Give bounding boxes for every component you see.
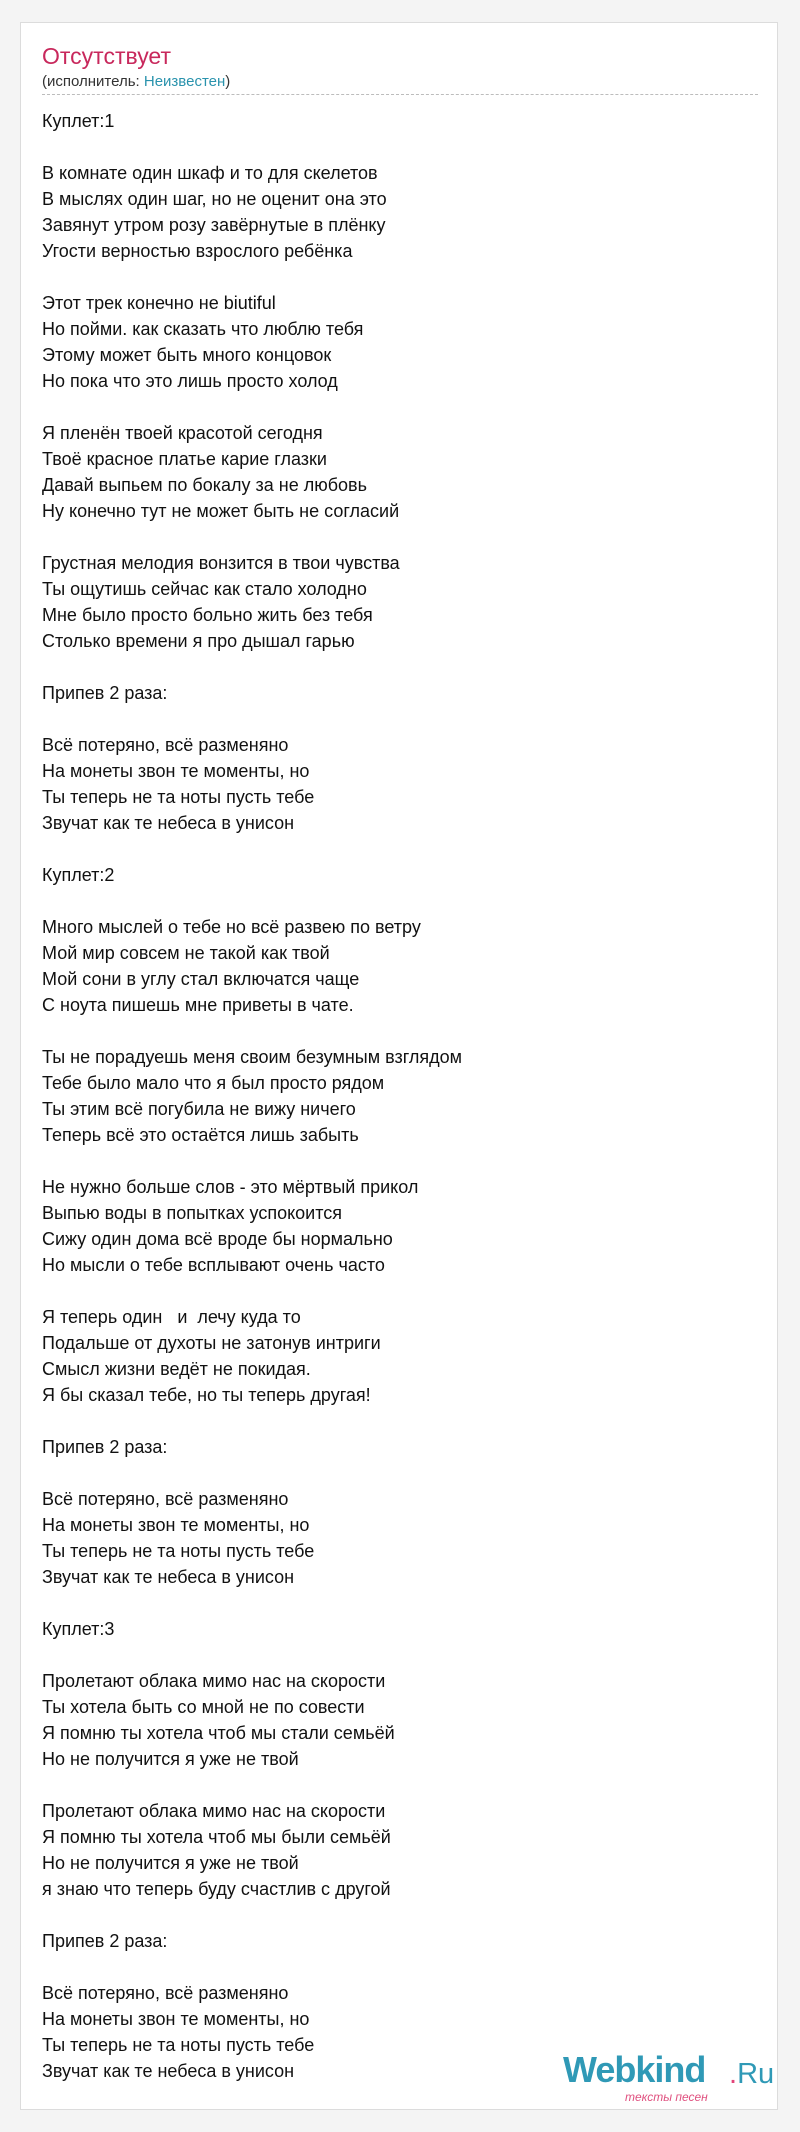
logo-dot: . [729, 2058, 738, 2090]
lyric-line: На монеты звон те моменты, но [42, 1515, 310, 1535]
lyric-line: В комнате один шкаф и то для скелетов [42, 163, 378, 183]
lyrics-card [20, 22, 778, 2110]
lyric-line: Куплет:3 [42, 1619, 115, 1639]
lyric-line: Звучат как те небеса в унисон [42, 1567, 295, 1587]
blank-line [42, 394, 742, 420]
song-title: Отсутствует [42, 43, 171, 69]
blank-line [42, 888, 742, 914]
lyric-line: Но пойми. как сказать что люблю тебя [42, 319, 364, 339]
blank-line [42, 1954, 742, 1980]
lyric-line: Но не получится я уже не твой [42, 1749, 299, 1769]
lyric-line: Давай выпьем по бокалу за не любовь [42, 475, 367, 495]
lyric-line: Но пока что это лишь просто холод [42, 371, 338, 391]
lyric-line: Угости верностью взрослого ребёнка [42, 241, 353, 261]
lyric-line: Пролетают облака мимо нас на скорости [42, 1801, 386, 1821]
lyric-line: Припев 2 раза: [42, 1931, 168, 1951]
artist-suffix: ) [225, 73, 231, 90]
dashed-divider [42, 94, 758, 95]
lyric-line: Ты теперь не та ноты пусть тебе [42, 2035, 315, 2055]
lyric-line: Завянут утром розу завёрнутые в плёнку [42, 215, 386, 235]
lyric-line: Ну конечно тут не может быть не согласий [42, 501, 400, 521]
blank-line [42, 264, 742, 290]
lyric-line: На монеты звон те моменты, но [42, 2009, 310, 2029]
lyric-line: Ты не порадуешь меня своим безумным взглядом [42, 1047, 463, 1067]
lyric-line: Ты этим всё погубила не вижу ничего [42, 1099, 356, 1119]
lyric-line: Я теперь один и лечу куда то [42, 1307, 301, 1327]
lyric-line: Куплет:1 [42, 111, 115, 131]
blank-line [42, 1902, 742, 1928]
blank-line [42, 134, 742, 160]
lyric-line: Припев 2 раза: [42, 1437, 168, 1457]
blank-line [42, 1148, 742, 1174]
artist-line [42, 73, 230, 91]
logo-word: Webkind [563, 2049, 706, 2090]
lyrics-text [42, 108, 742, 2084]
lyric-line: Припев 2 раза: [42, 683, 168, 703]
lyric-line: Куплет:2 [42, 865, 115, 885]
lyric-line: В мыслях один шаг, но не оценит она это [42, 189, 387, 209]
blank-line [42, 1772, 742, 1798]
lyric-line: Но мысли о тебе всплывают очень часто [42, 1255, 385, 1275]
lyric-line: Но не получится я уже не твой [42, 1853, 299, 1873]
lyric-line: Выпью воды в попытках успокоится [42, 1203, 343, 1223]
logo-tagline: тексты песен [625, 2090, 708, 2104]
blank-line [42, 1460, 742, 1486]
lyric-line: Я бы сказал тебе, но ты теперь другая! [42, 1385, 371, 1405]
lyric-line: Пролетают облака мимо нас на скорости [42, 1671, 386, 1691]
logo-domain [729, 2058, 774, 2090]
lyric-line: Этому может быть много концовок [42, 345, 332, 365]
lyric-line: Звучат как те небеса в унисон [42, 2061, 295, 2081]
blank-line [42, 524, 742, 550]
lyric-line: Мой сони в углу стал включатся чаще [42, 969, 360, 989]
lyric-line: Твоё красное платье карие глазки [42, 449, 327, 469]
lyric-line: Смысл жизни ведёт не покидая. [42, 1359, 311, 1379]
lyric-line: Не нужно больше слов - это мёртвый прикол [42, 1177, 419, 1197]
lyric-line: Ты теперь не та ноты пусть тебе [42, 787, 315, 807]
blank-line [42, 654, 742, 680]
artist-prefix: (исполнитель: [42, 73, 144, 90]
webkind-logo[interactable] [563, 2049, 775, 2104]
blank-line [42, 1278, 742, 1304]
lyric-line: Грустная мелодия вонзится в твои чувства [42, 553, 400, 573]
blank-line [42, 1642, 742, 1668]
blank-line [42, 836, 742, 862]
lyric-line: я знаю что теперь буду счастлив с другой [42, 1879, 391, 1899]
blank-line [42, 1018, 742, 1044]
lyric-line: Всё потеряно, всё разменяно [42, 1983, 289, 2003]
lyric-line: Мой мир совсем не такой как твой [42, 943, 330, 963]
logo-tld: Ru [737, 2058, 775, 2090]
lyric-line: Теперь всё это остаётся лишь забыть [42, 1125, 359, 1145]
lyric-line: Много мыслей о тебе но всё развею по ветру [42, 917, 421, 937]
artist-link[interactable]: Неизвестен [143, 73, 226, 90]
lyric-line: Я помню ты хотела чтоб мы были семьёй [42, 1827, 391, 1847]
lyric-line: Я пленён твоей красотой сегодня [42, 423, 323, 443]
blank-line [42, 1408, 742, 1434]
lyric-line: Ты теперь не та ноты пусть тебе [42, 1541, 315, 1561]
lyric-line: Ты ощутишь сейчас как стало холодно [42, 579, 367, 599]
lyric-line: С ноута пишешь мне приветы в чате. [42, 995, 354, 1015]
lyric-line: Всё потеряно, всё разменяно [42, 735, 289, 755]
lyric-line: Всё потеряно, всё разменяно [42, 1489, 289, 1509]
lyric-line: На монеты звон те моменты, но [42, 761, 310, 781]
lyric-line: Столько времени я про дышал гарью [42, 631, 355, 651]
blank-line [42, 1590, 742, 1616]
lyric-line: Сижу один дома всё вроде бы нормально [42, 1229, 393, 1249]
blank-line [42, 706, 742, 732]
lyric-line: Я помню ты хотела чтоб мы стали семьёй [42, 1723, 395, 1743]
lyric-line: Тебе было мало что я был просто рядом [42, 1073, 385, 1093]
lyric-line: Этот трек конечно не biutiful [42, 293, 276, 313]
lyric-line: Подальше от духоты не затонув интриги [42, 1333, 381, 1353]
lyric-line: Мне было просто больно жить без тебя [42, 605, 373, 625]
lyric-line: Звучат как те небеса в унисон [42, 813, 295, 833]
lyric-line: Ты хотела быть со мной не по совести [42, 1697, 365, 1717]
